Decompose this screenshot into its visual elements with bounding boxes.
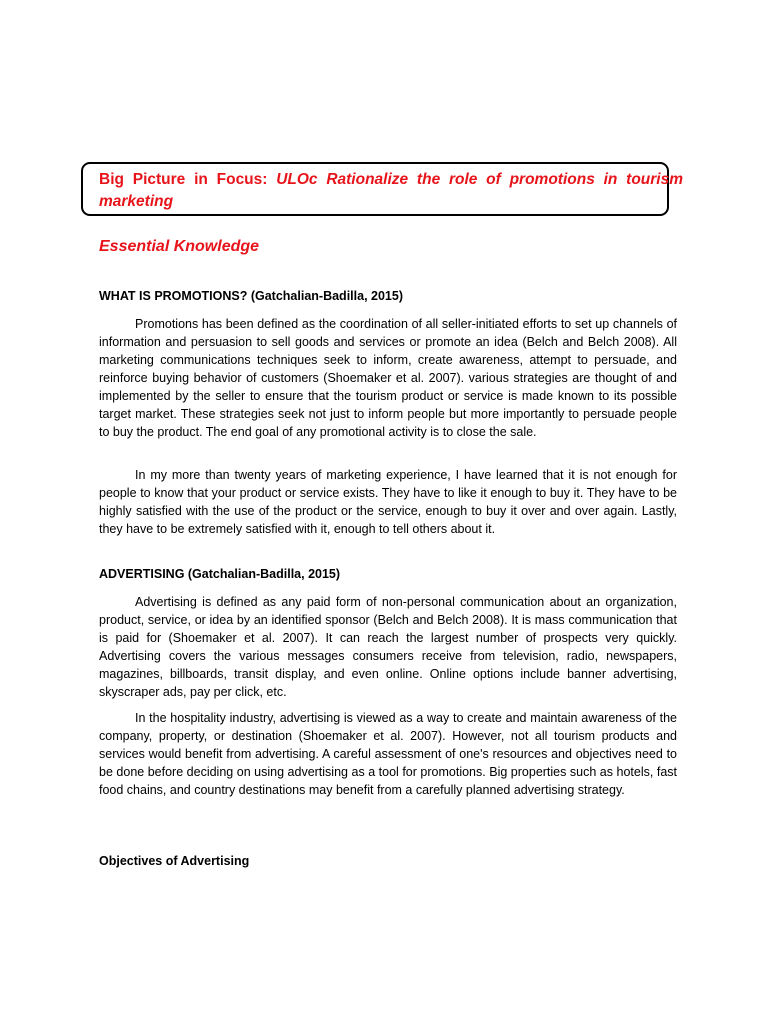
promotions-paragraph-2: In my more than twenty years of marketing experience, I have learned that it is not enough for people to know that your product or service exists. They have to like it enough to buy it. They have to be highly satisfied with the use of the product or the service, enough to buy it over and over again. Lastly, they have to be extremely satisfied with it, enough to tell others about it. [99,468,677,536]
big-picture-box [81,162,683,216]
promotions-paragraph-1: Promotions has been defined as the coordination of all seller-initiated efforts to set up channels of information and persuasion to sell goods and services or promote an idea (Belch and Belch 2008). All marketing communications techniques seek to inform, create awareness, attempt to persuade, and reinforce buying behavior of customers (Shoemaker et al. 2007). various strategies are thought of and implemented by the seller to ensure that the tourism product or service is made known to its possible target market. These strategies seek not just to inform people but more importantly to persuade people to buy the product. The end goal of any promotional activity is to close the sale. [99,317,677,439]
essential-knowledge-heading: Essential Knowledge [99,238,260,255]
objectives-heading: Objectives of Advertising [99,854,250,868]
advertising-paragraph-1: Advertising is defined as any paid form of non-personal communication about an organization, product, service, or idea by an identified sponsor (Belch and Belch 2008). It is mass communication that is paid for (Shoemaker et al. 2007). It can reach the largest number of prospects very quickly. Advertising covers the various messages consumers receive from television, radio, newspapers, magazines, billboards, transit display, and even online. Online options include banner advertising, skyscraper ads, pay per click, etc. [99,595,677,699]
big-picture-title [99,169,683,213]
uloc-title: ULOc Rationalize the role of promotions in tourism marketing [99,171,683,210]
advertising-paragraph-2: In the hospitality industry, advertising is viewed as a way to create and maintain awareness of the company, property, or destination (Shoemaker et al. 2007). However, not all tourism products and services would benefit from advertising. A careful assessment of one's resources and objectives need to be done before deciding on using advertising as a tool for promotions. Big properties such as hotels, fast food chains, and country destinations may benefit from a carefully planned advertising strategy. [99,711,677,797]
big-picture-prefix: Big Picture in Focus: [99,171,277,188]
advertising-heading: ADVERTISING (Gatchalian-Badilla, 2015) [99,567,341,581]
promotions-heading: WHAT IS PROMOTIONS? (Gatchalian-Badilla, 2015) [99,289,403,303]
